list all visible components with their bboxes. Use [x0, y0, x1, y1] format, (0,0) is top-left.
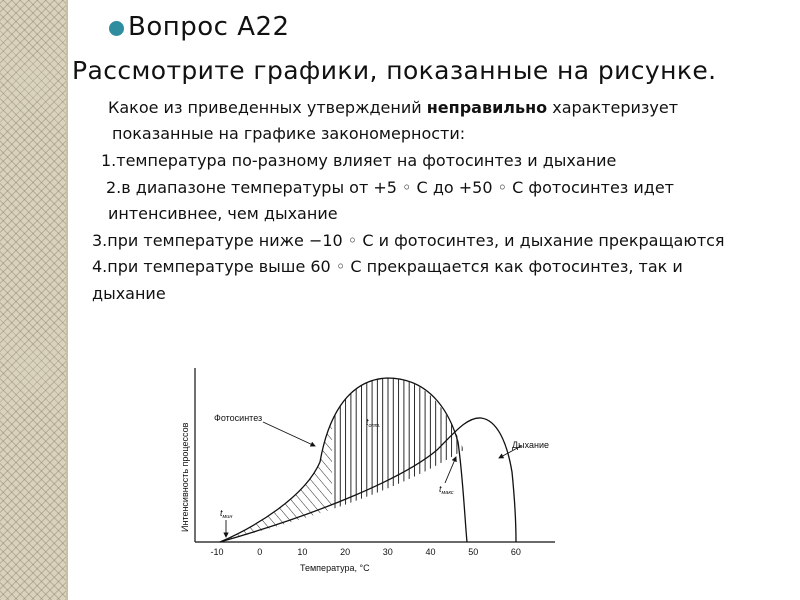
- t-max-arrow: [445, 457, 456, 483]
- t-opt-sub: опт.: [368, 423, 381, 429]
- t-max-main: t: [439, 484, 442, 494]
- y-axis-title: Интенсивность процессов: [180, 422, 190, 532]
- option-4-line-2: дыхание: [92, 284, 166, 303]
- photosynthesis-arrow: [263, 422, 315, 446]
- t-max-sub: макс: [441, 490, 454, 496]
- x-tick-label: 30: [382, 547, 393, 557]
- prompt-line-2: показанные на графике закономерности:: [112, 124, 466, 143]
- t-min-sub: мин: [222, 514, 233, 520]
- t-min-main: t: [220, 508, 223, 518]
- x-tick-labels: [210, 547, 520, 557]
- t-min-label: [220, 508, 232, 520]
- respiration-label: Дыхание: [512, 440, 549, 450]
- x-tick-label: 50: [468, 547, 479, 557]
- x-tick-label: 20: [340, 547, 351, 557]
- prompt-text-b: характеризует: [547, 98, 679, 117]
- prompt-text-a: Какое из приведенных утверждений: [108, 98, 427, 117]
- t-max-label: [439, 484, 454, 496]
- prompt-line-1: [108, 98, 678, 117]
- x-axis-title: Температура, °С: [300, 563, 370, 573]
- option-2-line-1: 2.в диапазоне температуры от +5 ◦ C до +50 ◦ C фотосинтез идет: [106, 178, 674, 197]
- x-tick-label: 40: [425, 547, 436, 557]
- question-title: Вопрос А22: [128, 12, 290, 42]
- x-tick-label: 0: [257, 547, 263, 557]
- x-tick-label: -10: [210, 547, 224, 557]
- option-2-line-2: интенсивнее, чем дыхание: [108, 204, 338, 223]
- x-tick-label: 10: [297, 547, 308, 557]
- temperature-chart: [175, 362, 565, 577]
- option-1: 1.температура по-разному влияет на фотосинтез и дыхание: [101, 151, 617, 170]
- photosynthesis-label: Фотосинтез: [214, 413, 263, 423]
- decorative-side-band: [0, 0, 68, 600]
- option-3: 3.при температуре ниже −10 ◦ C и фотосинтез, и дыхание прекращаются: [92, 231, 725, 250]
- title-bullet: [109, 21, 124, 36]
- question-heading: Рассмотрите графики, показанные на рисунке.: [72, 56, 717, 85]
- x-tick-label: 60: [510, 547, 521, 557]
- t-opt-main: t: [366, 417, 369, 427]
- option-4-line-1: 4.при температуре выше 60 ◦ C прекращается как фотосинтез, так и: [92, 257, 683, 276]
- prompt-bold-word: неправильно: [426, 98, 548, 117]
